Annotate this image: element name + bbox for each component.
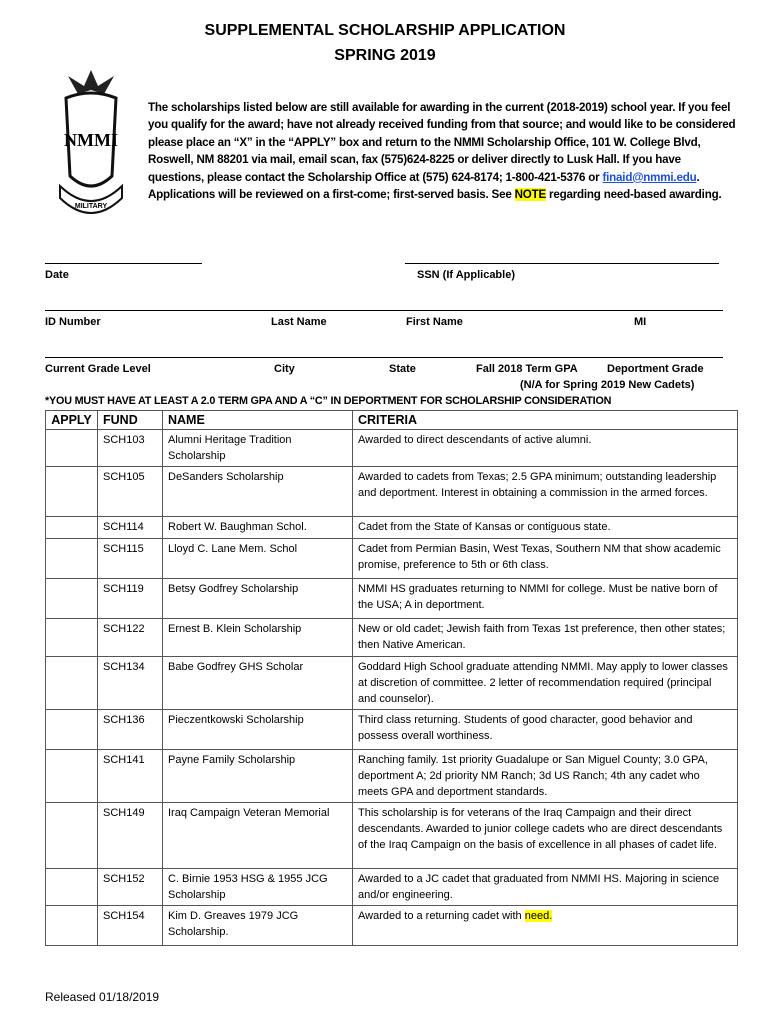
fund-cell: SCH134 xyxy=(98,657,163,710)
table-row xyxy=(46,803,738,869)
name-cell: Alumni Heritage Tradition Scholarship xyxy=(163,430,353,467)
apply-checkbox-cell[interactable] xyxy=(46,467,98,517)
name-field-line[interactable] xyxy=(45,310,723,311)
apply-checkbox-cell[interactable] xyxy=(46,619,98,657)
deportment-label: Deportment Grade xyxy=(607,363,704,375)
name-cell: Iraq Campaign Veteran Memorial xyxy=(163,803,353,869)
name-cell: Lloyd C. Lane Mem. Schol xyxy=(163,539,353,579)
apply-checkbox-cell[interactable] xyxy=(46,803,98,869)
page-title: SUPPLEMENTAL SCHOLARSHIP APPLICATION xyxy=(204,22,566,39)
header-fund: FUND xyxy=(98,411,163,430)
name-cell: Robert W. Baughman Schol. xyxy=(163,517,353,539)
deportment-note: (N/A for Spring 2019 New Cadets) xyxy=(520,379,695,391)
city-label: City xyxy=(274,363,295,375)
note-highlight: NOTE xyxy=(514,188,546,202)
table-row xyxy=(46,579,738,619)
id-label: ID Number xyxy=(45,316,101,328)
apply-checkbox-cell[interactable] xyxy=(46,750,98,803)
name-cell: Ernest B. Klein Scholarship xyxy=(163,619,353,657)
name-cell: Pieczentkowski Scholarship xyxy=(163,710,353,750)
name-cell: Payne Family Scholarship xyxy=(163,750,353,803)
criteria-cell: Awarded to cadets from Texas; 2.5 GPA minimum; outstanding leadership and deportment. Interest in obtaining a commission in the armed forces. xyxy=(353,467,738,517)
criteria-text: Awarded to a returning cadet with xyxy=(358,910,525,922)
date-label: Date xyxy=(45,269,69,281)
table-row xyxy=(46,619,738,657)
header-criteria: CRITERIA xyxy=(353,411,738,430)
fund-cell: SCH115 xyxy=(98,539,163,579)
fund-cell: SCH141 xyxy=(98,750,163,803)
requirement-note: *YOU MUST HAVE AT LEAST A 2.0 TERM GPA AND A “C” IN DEPORTMENT FOR SCHOLARSHIP CONSIDERATION xyxy=(45,395,612,407)
svg-text:MILITARY: MILITARY xyxy=(74,203,108,210)
fund-cell: SCH122 xyxy=(98,619,163,657)
table-row xyxy=(46,539,738,579)
last-name-label: Last Name xyxy=(271,316,327,328)
table-row xyxy=(46,750,738,803)
nmmi-logo xyxy=(58,66,124,234)
name-cell: Betsy Godfrey Scholarship xyxy=(163,579,353,619)
apply-checkbox-cell[interactable] xyxy=(46,906,98,946)
name-cell: Kim D. Greaves 1979 JCG Scholarship. xyxy=(163,906,353,946)
criteria-cell: Cadet from the State of Kansas or contiguous state. xyxy=(353,517,738,539)
fund-cell: SCH114 xyxy=(98,517,163,539)
table-row xyxy=(46,467,738,517)
intro-paragraph: The scholarships listed below are still available for awarding in the current (2018-2019) school year. If you feel you qualify for the award; have not already received funding from that source; and would like to be considered please place an “X” in the “APPLY” box and return to the NMMI Scholarship Office, 101 W. College Blvd, Roswell, NM 88201 via mail, email scan, fax (575)624-8225 or deliver directly to Lusk Hall. If you have questions, please contact the Scholarship Office at (575) 624-8174; 1-800-421-5376 or finaid@nmmi.edu. Applications will be reviewed on a first-come; first-served basis. See NOTE regarding need-based awarding. xyxy=(148,101,736,202)
apply-checkbox-cell[interactable] xyxy=(46,657,98,710)
email-link[interactable]: finaid@nmmi.edu xyxy=(602,170,697,184)
apply-checkbox-cell[interactable] xyxy=(46,430,98,467)
fund-cell: SCH103 xyxy=(98,430,163,467)
table-row xyxy=(46,430,738,467)
state-label: State xyxy=(389,363,416,375)
apply-checkbox-cell[interactable] xyxy=(46,579,98,619)
table-header xyxy=(46,411,738,430)
criteria-cell: This scholarship is for veterans of the Iraq Campaign and their direct descendants. Awarded to junior college cadets who are direct descendants of the Iraq Campaign on the basis of excellence in all phases of cadet life. xyxy=(353,803,738,869)
criteria-cell xyxy=(353,906,738,946)
mi-label: MI xyxy=(634,316,647,328)
table-row xyxy=(46,657,738,710)
svg-text:NMMI: NMMI xyxy=(64,130,118,150)
fund-cell: SCH152 xyxy=(98,869,163,906)
table-row xyxy=(46,906,738,946)
criteria-cell: NMMI HS graduates returning to NMMI for college. Must be native born of the USA; A in deportment. xyxy=(353,579,738,619)
need-highlight: need. xyxy=(524,910,553,922)
apply-checkbox-cell[interactable] xyxy=(46,710,98,750)
gpa-label: Fall 2018 Term GPA xyxy=(476,363,578,375)
scholarship-table xyxy=(45,410,738,946)
apply-checkbox-cell[interactable] xyxy=(46,517,98,539)
grade-label: Current Grade Level xyxy=(45,363,151,375)
fund-cell: SCH119 xyxy=(98,579,163,619)
ssn-field[interactable] xyxy=(405,263,719,264)
criteria-cell: Cadet from Permian Basin, West Texas, Southern NM that show academic promise, preference to 5th or 6th class. xyxy=(353,539,738,579)
page-subtitle: SPRING 2019 xyxy=(334,47,436,64)
criteria-cell: Goddard High School graduate attending NMMI. May apply to lower classes at discretion of committee. 2 letter of recommendation required (principal and counselor). xyxy=(353,657,738,710)
apply-checkbox-cell[interactable] xyxy=(46,869,98,906)
date-field[interactable] xyxy=(45,263,202,264)
table-row xyxy=(46,869,738,906)
header-apply: APPLY xyxy=(46,411,98,430)
apply-checkbox-cell[interactable] xyxy=(46,539,98,579)
first-name-label: First Name xyxy=(406,316,463,328)
fund-cell: SCH154 xyxy=(98,906,163,946)
fund-cell: SCH149 xyxy=(98,803,163,869)
criteria-cell: New or old cadet; Jewish faith from Texas 1st preference, then other states; then Native American. xyxy=(353,619,738,657)
fund-cell: SCH105 xyxy=(98,467,163,517)
release-date: Released 01/18/2019 xyxy=(45,990,160,1004)
fund-cell: SCH136 xyxy=(98,710,163,750)
name-cell: C. Birnie 1953 HSG & 1955 JCG Scholarship xyxy=(163,869,353,906)
criteria-cell: Third class returning. Students of good character, good behavior and possess overall worthiness. xyxy=(353,710,738,750)
criteria-cell: Ranching family. 1st priority Guadalupe or San Miguel County; 3.0 GPA, deportment A; 2d priority NM Ranch; 3d US Ranch; 4th any cadet who meets GPA and deportment standards. xyxy=(353,750,738,803)
name-cell: DeSanders Scholarship xyxy=(163,467,353,517)
ssn-label: SSN (If Applicable) xyxy=(417,269,515,281)
header-name: NAME xyxy=(163,411,353,430)
grade-field-line[interactable] xyxy=(45,357,723,358)
criteria-cell: Awarded to direct descendants of active alumni. xyxy=(353,430,738,467)
name-cell: Babe Godfrey GHS Scholar xyxy=(163,657,353,710)
criteria-cell: Awarded to a JC cadet that graduated from NMMI HS. Majoring in science and/or engineering. xyxy=(353,869,738,906)
table-row xyxy=(46,517,738,539)
table-row xyxy=(46,710,738,750)
